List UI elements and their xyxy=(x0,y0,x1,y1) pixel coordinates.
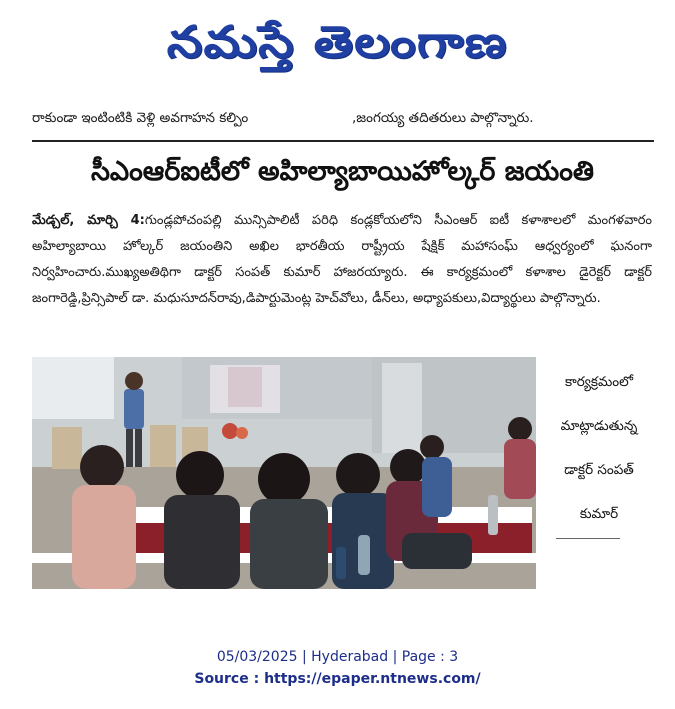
caption-line: కార్యక్రమంలో xyxy=(565,374,633,390)
section-divider xyxy=(32,140,654,142)
footer xyxy=(0,646,675,696)
article-dateline: మేడ్చల్, మార్చి 4: xyxy=(32,213,145,228)
masthead xyxy=(0,6,675,84)
footer-source-link[interactable]: Source : https://epaper.ntnews.com/ xyxy=(194,671,481,687)
footer-publication-info: 05/03/2025 | Hyderabad | Page : 3 xyxy=(216,649,459,665)
event-photo xyxy=(32,357,536,589)
caption-line: డాక్టర్ సంపత్ xyxy=(564,462,634,478)
caption-line: మాట్లాడుతున్న xyxy=(560,418,638,434)
article-body-text: గుండ్లపోచంపల్లి మున్సిపాలిటీ పరిధి కండ్లకోయలోని సీఎంఆర్ ఐటీ కళాశాలలో మంగళవారం అహిల్యాబాయి హోల్కర్ జయంతిని అఖిల భారతీయ రాష్ట్రీయ షేక్షిక్ మహాసంఘ్ ఆధ్వర్యంలో ఘనంగా నిర్వహించారు.ముఖ్యఅతిథిగా డాక్టర్ సంపత్ కుమార్ హాజరయ్యారు. ఈ కార్యక్రమంలో కళాశాల డైరెక్టర్ డాక్టర్ జంగారెడ్డి,ప్రిన్సిపాల్ డా. మధుసూదన్‌రావు,డిపార్టుమెంట్ల హెచ్‌వోలు, డీన్‌లు, అధ్యాపకులు,విద్యార్థులు పాల్గొన్నారు. xyxy=(32,213,652,306)
article-body xyxy=(32,208,652,338)
photo-caption xyxy=(540,360,658,560)
previous-article-line-right: ,జంగయ్య తదితరులు పాల్గొన్నారు. xyxy=(352,110,534,126)
previous-article-tail xyxy=(32,106,652,130)
previous-article-line-left: రాకుండా ఇంటింటికి వెళ్లి అవగాహన కల్పిం xyxy=(32,110,249,126)
article-headline: సీఎంఆర్ఐటీలో అహిల్యాబాయిహోల్కర్ జయంతి xyxy=(90,156,595,187)
caption-underline xyxy=(556,538,620,539)
newspaper-title: నమస్తే తెలంగాణ xyxy=(167,17,508,68)
classroom-photo-illustration xyxy=(32,357,536,589)
caption-line: కుమార్ xyxy=(579,506,619,522)
